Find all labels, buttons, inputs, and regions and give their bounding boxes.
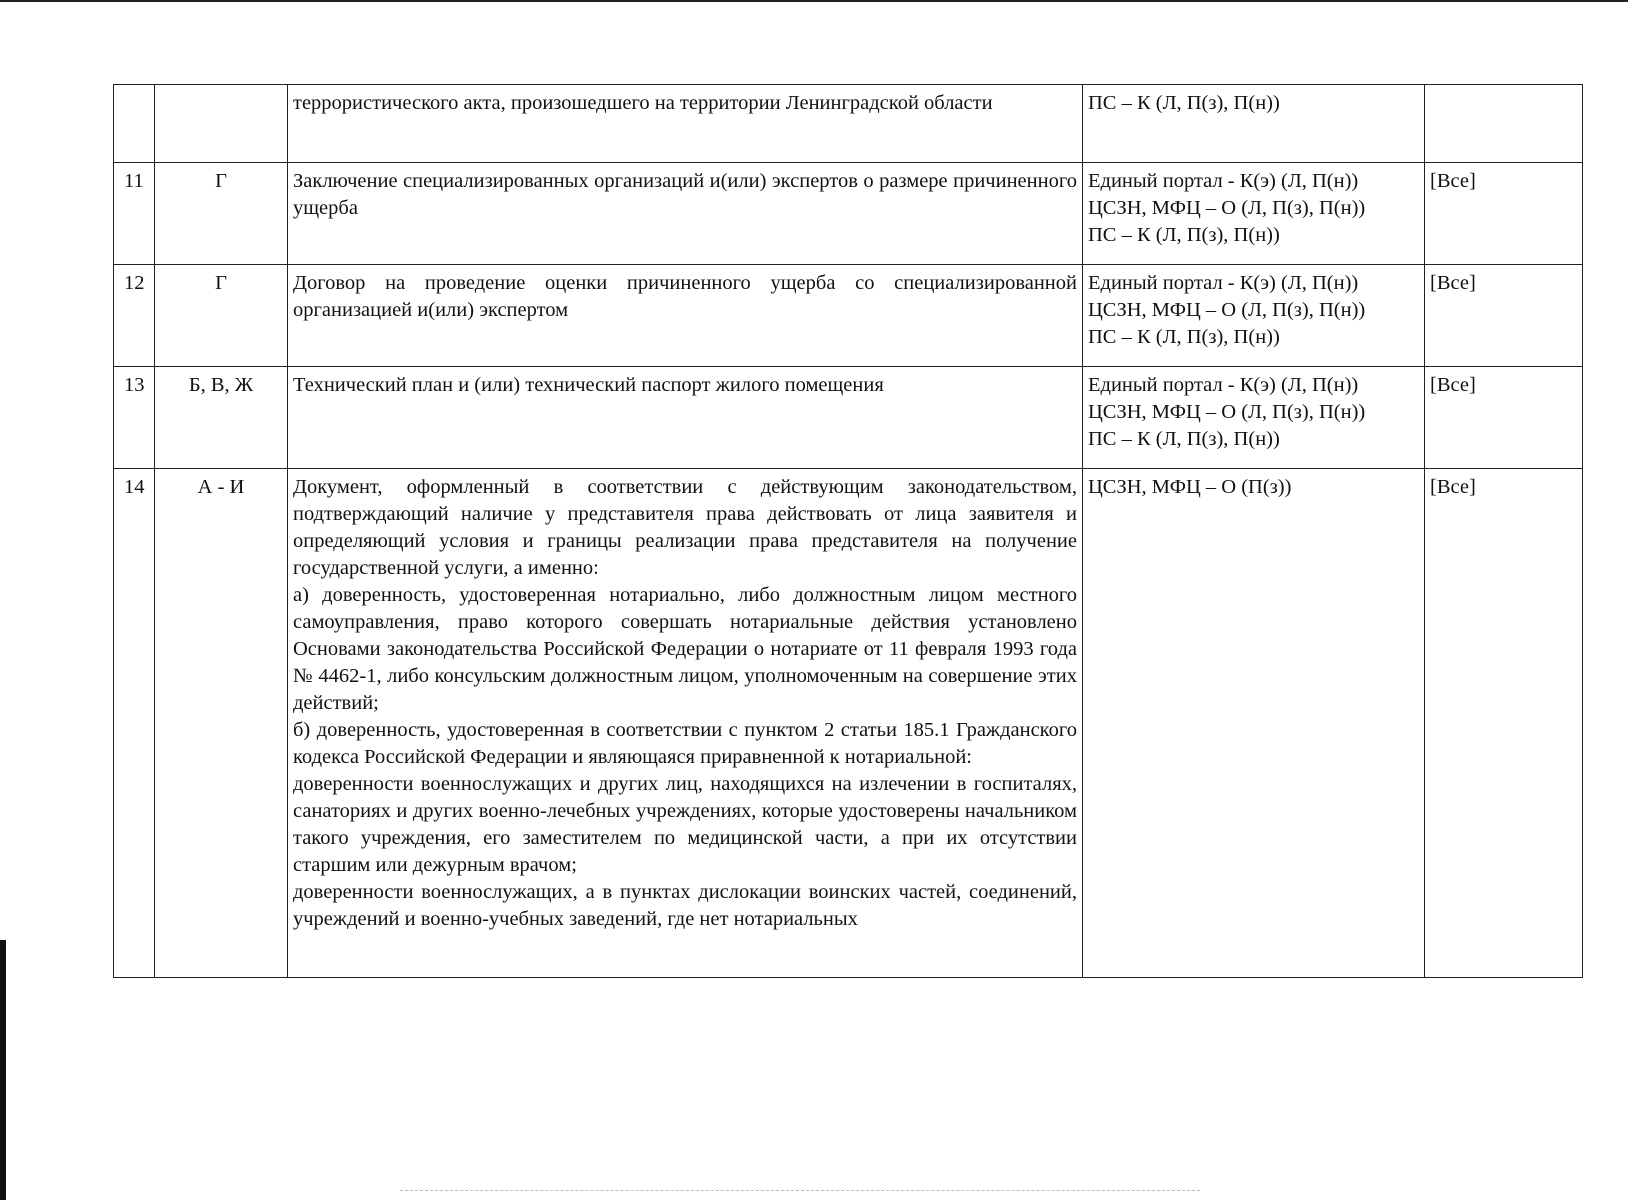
row-number: 14	[114, 469, 155, 978]
row-scope: [Все]	[1425, 469, 1583, 978]
source-line: ЦСЗН, МФЦ – О (Л, П(з), П(н))	[1088, 299, 1366, 321]
row-document	[288, 85, 1083, 163]
document-paragraph: а) доверенность, удостоверенная нотариально, либо должностным лицом местного самоуправления, право которого совершать нотариальные действия установлено Основами законодательства Российской Федерации о нотариате от 11 февраля 1993 года № 4462-1, либо консульским должностным лицом, уполномоченным на совершение этих действий;	[293, 584, 1077, 714]
table-row-11	[114, 163, 1583, 265]
row-category	[155, 85, 288, 163]
row-sources	[1083, 367, 1425, 469]
row-category: Г	[155, 163, 288, 265]
row-document	[288, 163, 1083, 265]
source-line: Единый портал - К(э) (Л, П(н))	[1088, 374, 1359, 396]
document-paragraph: Заключение специализированных организаций и(или) экспертов о размере причиненного ущерба	[293, 170, 1077, 219]
row-number: 11	[114, 163, 155, 265]
row-scope: [Все]	[1425, 367, 1583, 469]
scan-top-edge	[0, 0, 1628, 2]
document-paragraph: доверенности военнослужащих и других лиц, находящихся на излечении в госпиталях, санаториях и других военно-лечебных учреждениях, которые удостоверены начальником такого учреждения, его заместителем по медицинской части, а при их отсутствии старшим или дежурным врачом;	[293, 773, 1077, 876]
row-number	[114, 85, 155, 163]
source-line: Единый портал - К(э) (Л, П(н))	[1088, 272, 1359, 294]
row-document	[288, 469, 1083, 978]
document-paragraph: Технический план и (или) технический паспорт жилого помещения	[293, 374, 884, 396]
source-line: ПС – К (Л, П(з), П(н))	[1088, 92, 1280, 114]
row-document	[288, 367, 1083, 469]
document-paragraph: доверенности военнослужащих, а в пунктах дислокации воинских частей, соединений, учреждений и военно-учебных заведений, где нет нотариальных	[293, 881, 1077, 930]
row-sources	[1083, 163, 1425, 265]
scan-left-edge	[0, 940, 6, 1200]
table-row-continuation	[114, 85, 1583, 163]
row-category: А - И	[155, 469, 288, 978]
document-paragraph: террористического акта, произошедшего на территории Ленинградской области	[293, 92, 993, 114]
source-line: ПС – К (Л, П(з), П(н))	[1088, 326, 1280, 348]
row-document	[288, 265, 1083, 367]
row-category: Б, В, Ж	[155, 367, 288, 469]
table-row-14	[114, 469, 1583, 978]
row-sources	[1083, 85, 1425, 163]
document-paragraph: Договор на проведение оценки причиненного ущерба со специализированной организацией и(или) экспертом	[293, 272, 1077, 321]
row-number: 13	[114, 367, 155, 469]
row-scope	[1425, 85, 1583, 163]
row-scope: [Все]	[1425, 163, 1583, 265]
row-category: Г	[155, 265, 288, 367]
source-line: ПС – К (Л, П(з), П(н))	[1088, 428, 1280, 450]
document-paragraph: б) доверенность, удостоверенная в соответствии с пунктом 2 статьи 185.1 Гражданского кодекса Российской Федерации и являющаяся приравненной к нотариальной:	[293, 719, 1077, 768]
source-line: ЦСЗН, МФЦ – О (П(з))	[1088, 476, 1292, 498]
source-line: Единый портал - К(э) (Л, П(н))	[1088, 170, 1359, 192]
source-line: ЦСЗН, МФЦ – О (Л, П(з), П(н))	[1088, 401, 1366, 423]
source-line: ПС – К (Л, П(з), П(н))	[1088, 224, 1280, 246]
table-row-13	[114, 367, 1583, 469]
document-paragraph: Документ, оформленный в соответствии с действующим законодательством, подтверждающий наличие у представителя права действовать от лица заявителя и определяющий условия и границы реализации права представителя на получение государственной услуги, а именно:	[293, 476, 1077, 579]
row-sources	[1083, 469, 1425, 978]
table-row-12	[114, 265, 1583, 367]
row-scope: [Все]	[1425, 265, 1583, 367]
source-line: ЦСЗН, МФЦ – О (Л, П(з), П(н))	[1088, 197, 1366, 219]
row-number: 12	[114, 265, 155, 367]
scan-bottom-dash	[400, 1190, 1200, 1191]
row-sources	[1083, 265, 1425, 367]
documents-table	[113, 84, 1583, 978]
